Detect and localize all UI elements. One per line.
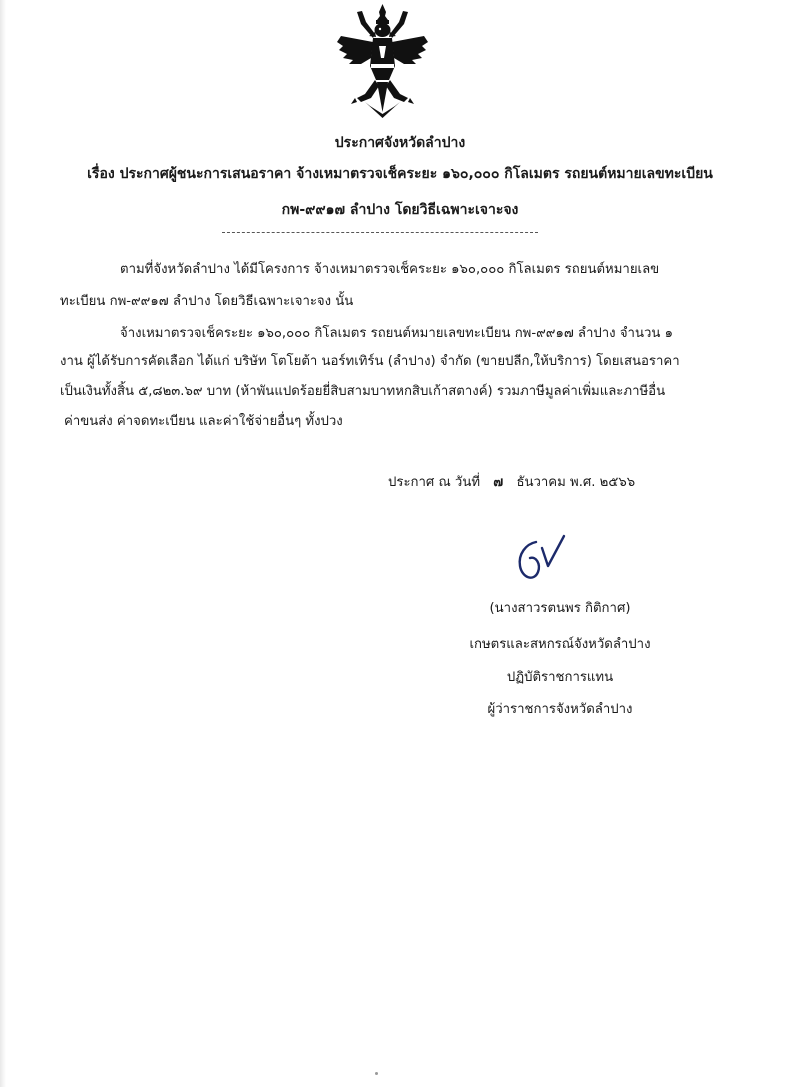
- paragraph-2-line-1: จ้างเหมาตรวจเช็คระยะ ๑๖๐,๐๐๐ กิโลเมตร รถยนต์หมายเลขทะเบียน กพ-๙๙๑๗ ลำปาง จำนวน ๑: [120, 326, 673, 341]
- subject-line-1: เรื่อง ประกาศผู้ชนะการเสนอราคา จ้างเหมาตรวจเช็คระยะ ๑๖๐,๐๐๐ กิโลเมตร รถยนต์หมายเลขทะเบียน: [87, 166, 713, 182]
- signatory-position: เกษตรและสหกรณ์จังหวัดลำปาง: [469, 637, 651, 652]
- signatory-governor: ผู้ว่าราชการจังหวัดลำปาง: [487, 702, 633, 717]
- announcement-date: [388, 471, 635, 492]
- date-month-year: ธันวาคม พ.ศ. ๒๕๖๖: [516, 475, 636, 490]
- garuda-emblem-icon: [335, 2, 430, 120]
- paragraph-2-line-4: ค่าขนส่ง ค่าจดทะเบียน และค่าใช้จ่ายอื่นๆ ทั้งปวง: [64, 414, 343, 429]
- signatory-acting: ปฏิบัติราชการแทน: [506, 670, 614, 685]
- date-day: ๗: [493, 475, 504, 490]
- subject-line-2: กพ-๙๙๑๗ ลำปาง โดยวิธีเฉพาะเจาะจง: [281, 202, 519, 218]
- date-prefix: ประกาศ ณ วันที่: [388, 475, 481, 490]
- document-title: ประกาศจังหวัดลำปาง: [334, 135, 466, 151]
- paragraph-2-line-2: งาน ผู้ได้รับการคัดเลือก ได้แก่ บริษัท โตโยต้า นอร์ทเทิร์น (ลำปาง) จำกัด (ขายปลีก,ให้บริการ) โดยเสนอราคา: [60, 354, 680, 369]
- scan-speck: [375, 1072, 378, 1075]
- signatory-name: (นางสาวรตนพร กิติกาศ): [489, 601, 631, 616]
- header-divider: [222, 232, 538, 233]
- paragraph-2-line-3: เป็นเงินทั้งสิ้น ๕,๘๒๓.๖๙ บาท (ห้าพันแปดร้อยยี่สิบสามบาทหกสิบเก้าสตางค์) รวมภาษีมูลค่าเพิ่มและภาษีอื่น: [60, 384, 666, 399]
- paragraph-1-line-1: ตามที่จังหวัดลำปาง ได้มีโครงการ จ้างเหมาตรวจเช็คระยะ ๑๖๐,๐๐๐ กิโลเมตร รถยนต์หมายเลข: [120, 262, 660, 277]
- paragraph-1-line-2: ทะเบียน กพ-๙๙๑๗ ลำปาง โดยวิธีเฉพาะเจาะจง นั้น: [60, 294, 354, 309]
- handwritten-signature-icon: [508, 528, 574, 588]
